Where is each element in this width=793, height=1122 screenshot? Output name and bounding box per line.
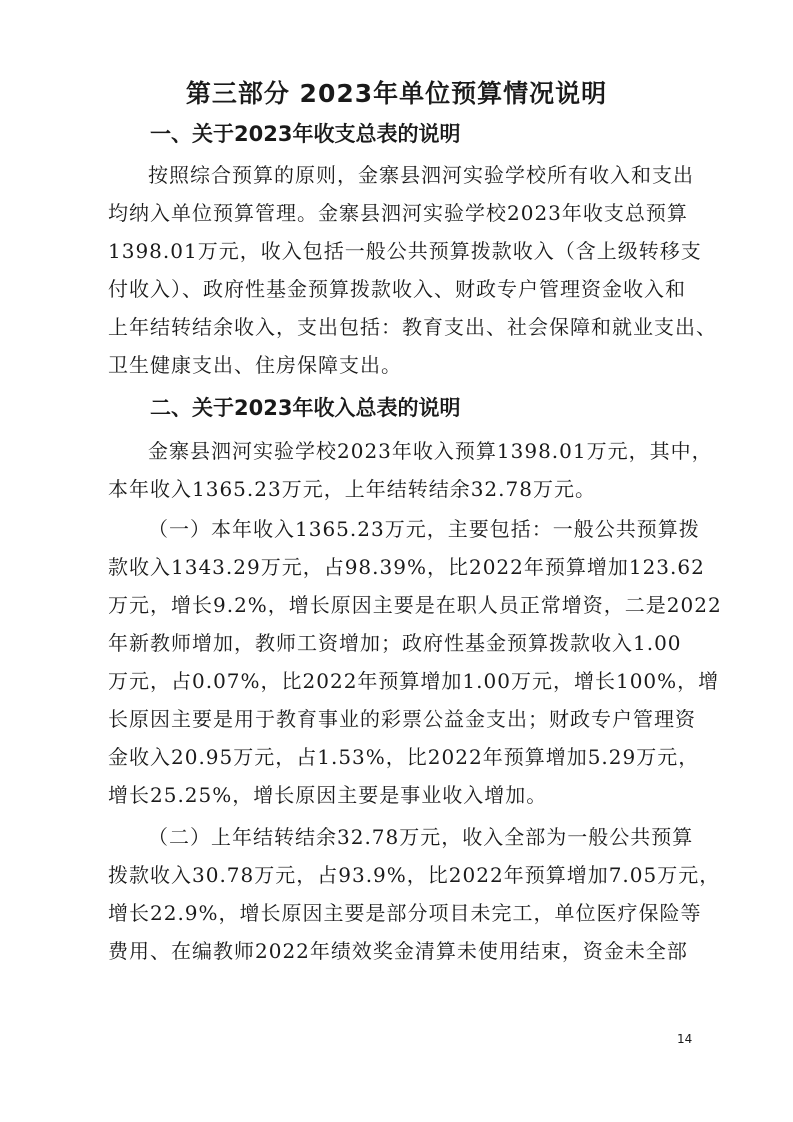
paragraph-line: 按照综合预算的原则，金寨县泗河实验学校所有收入和支出 <box>148 163 694 187</box>
paragraph-line: 付收入）、政府性基金预算拨款收入、财政专户管理资金收入和 <box>108 277 686 301</box>
paragraph-line: （二）上年结转结余32.78万元，收入全部为一般公共预算 <box>148 825 694 849</box>
paragraph-line: 万元，增长9.2%，增长原因主要是在职人员正常增资，二是2022 <box>108 593 722 617</box>
paragraph-line: 上年结转结余收入，支出包括：教育支出、社会保障和就业支出、 <box>108 315 717 339</box>
paragraph-line: 增长22.9%，增长原因主要是部分项目未完工，单位医疗保险等 <box>108 901 702 925</box>
paragraph-line: 拨款收入30.78万元，占93.9%，比2022年预算增加7.05万元， <box>108 863 721 887</box>
paragraph-line: 本年收入1365.23万元，上年结转结余32.78万元。 <box>108 477 596 501</box>
section-heading-1: 一、关于2023年收支总表的说明 <box>150 122 461 146</box>
paragraph-line: 款收入1343.29万元，占98.39%，比2022年预算增加123.62 <box>108 555 705 579</box>
paragraph-line: 均纳入单位预算管理。金寨县泗河实验学校2023年收支总预算 <box>108 201 688 225</box>
page-number: 14 <box>677 1032 693 1046</box>
paragraph-line: （一）本年收入1365.23万元，主要包括：一般公共预算拨 <box>148 517 700 541</box>
paragraph-line: 费用、在编教师2022年绩效奖金清算未使用结束，资金未全部 <box>108 939 688 963</box>
paragraph-line: 万元，占0.07%，比2022年预算增加1.00万元，增长100%，增 <box>108 669 720 693</box>
paragraph-line: 卫生健康支出、住房保障支出。 <box>108 353 402 377</box>
paragraph-line: 1398.01万元，收入包括一般公共预算拨款收入（含上级转移支 <box>108 239 702 263</box>
paragraph-line: 金寨县泗河实验学校2023年收入预算1398.01万元，其中， <box>148 439 713 463</box>
paragraph-line: 长原因主要是用于教育事业的彩票公益金支出；财政专户管理资 <box>108 707 696 731</box>
page-title: 第三部分 2023年单位预算情况说明 <box>185 79 608 108</box>
paragraph-line: 增长25.25%，增长原因主要是事业收入增加。 <box>108 783 548 807</box>
paragraph-line: 金收入20.95万元，占1.53%，比2022年预算增加5.29万元， <box>108 745 700 769</box>
paragraph-line: 年新教师增加，教师工资增加；政府性基金预算拨款收入1.00 <box>108 631 682 655</box>
section-heading-2: 二、关于2023年收入总表的说明 <box>150 396 461 420</box>
